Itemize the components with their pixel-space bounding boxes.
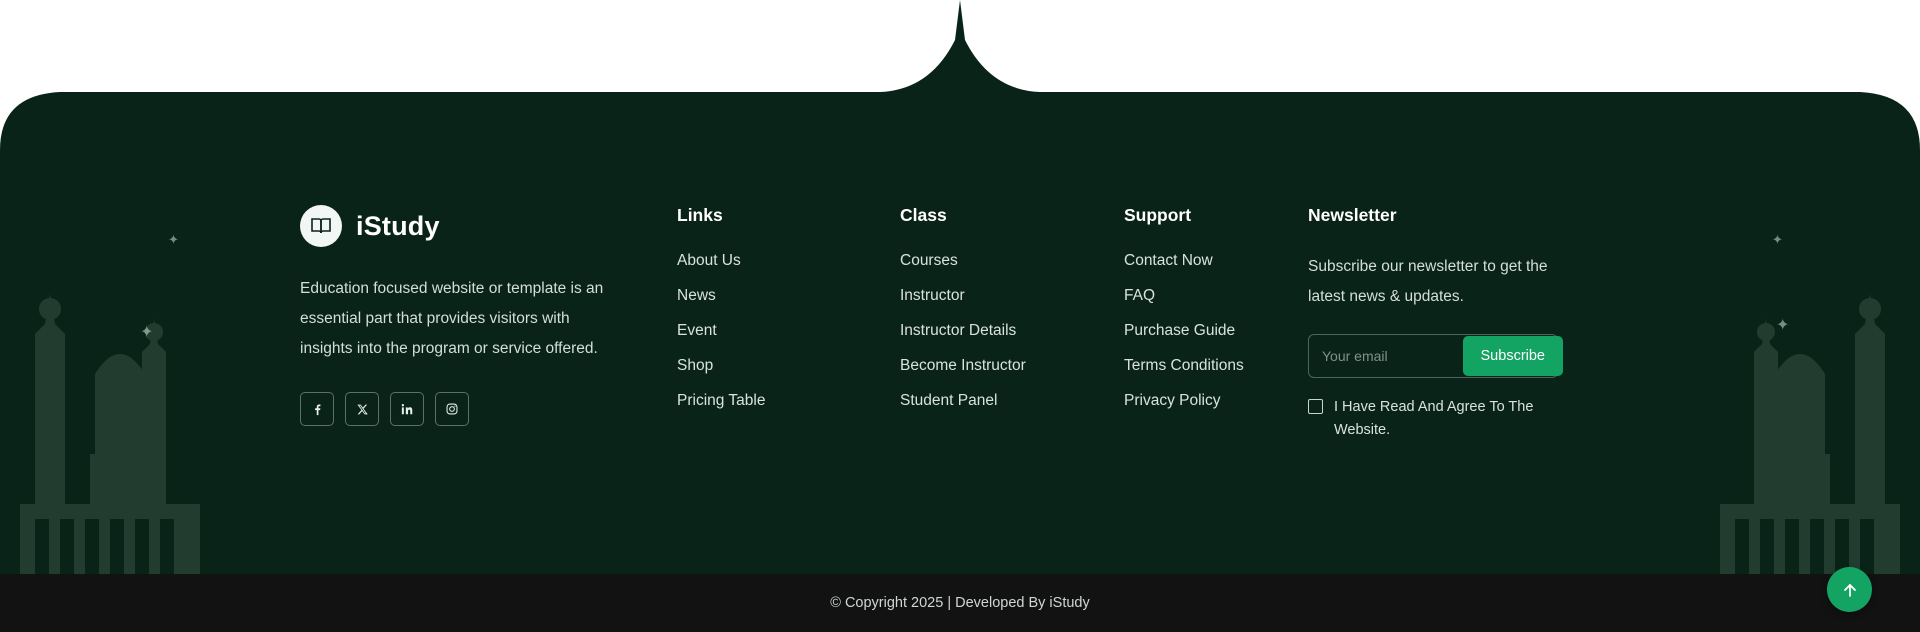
sparkle-icon: ✦ xyxy=(1776,317,1790,334)
list-item xyxy=(677,322,765,340)
list-item xyxy=(1124,322,1244,340)
footer-column-newsletter xyxy=(1308,205,1628,442)
class-list xyxy=(900,252,1026,410)
list-item xyxy=(900,322,1026,340)
agree-label: I Have Read And Agree To The Website. xyxy=(1334,399,1534,438)
list-item xyxy=(1124,287,1244,305)
footer-link-instructor[interactable]: Instructor xyxy=(900,287,965,304)
footer-link-courses[interactable]: Courses xyxy=(900,252,958,269)
sparkle-icon: ✦ xyxy=(168,232,179,247)
agree-checkbox[interactable] xyxy=(1308,399,1323,414)
footer-link-privacy-policy[interactable]: Privacy Policy xyxy=(1124,392,1221,409)
sparkle-icon: ✦ xyxy=(1772,232,1783,247)
linkedin-icon[interactable] xyxy=(390,392,424,426)
footer-link-instructor-details[interactable]: Instructor Details xyxy=(900,322,1017,339)
copyright-text: © Copyright 2025 | Developed By iStudy xyxy=(830,595,1090,611)
footer-link-terms-conditions[interactable]: Terms Conditions xyxy=(1124,357,1244,374)
list-item xyxy=(1124,392,1244,410)
footer-link-purchase-guide[interactable]: Purchase Guide xyxy=(1124,322,1236,339)
arrow-up-icon xyxy=(1840,580,1860,600)
subscribe-button[interactable]: Subscribe xyxy=(1463,336,1563,376)
newsletter-title: Newsletter xyxy=(1308,205,1397,225)
book-icon xyxy=(300,205,342,247)
footer-link-faq[interactable]: FAQ xyxy=(1124,287,1156,304)
newsletter-form xyxy=(1308,334,1558,378)
list-item xyxy=(1124,252,1244,270)
list-item xyxy=(677,392,765,410)
facebook-glyph xyxy=(310,402,325,417)
list-item xyxy=(677,357,765,375)
footer-link-pricing-table[interactable]: Pricing Table xyxy=(677,392,766,409)
footer-bottom-bar xyxy=(0,574,1920,632)
list-item xyxy=(677,287,765,305)
brand-name: iStudy xyxy=(356,210,440,241)
brand-column xyxy=(300,205,620,426)
linkedin-glyph xyxy=(400,402,414,416)
social-links xyxy=(300,392,620,426)
support-list xyxy=(1124,252,1244,410)
footer-link-about-us[interactable]: About Us xyxy=(677,252,741,269)
column-title: Links xyxy=(677,205,723,225)
newsletter-description: Subscribe our newsletter to get the latest news & updates. xyxy=(1308,258,1548,305)
links-list xyxy=(677,252,765,410)
scroll-to-top-button[interactable] xyxy=(1827,567,1872,612)
brand-description: Education focused website or template is an essential part that provides visitors with insights into the program or service offered. xyxy=(300,280,604,357)
sparkle-icon: ✦ xyxy=(140,324,154,341)
footer-link-news[interactable]: News xyxy=(677,287,716,304)
footer-column-class xyxy=(900,205,1026,427)
column-title: Support xyxy=(1124,205,1192,225)
x-twitter-glyph xyxy=(356,403,369,416)
book-glyph xyxy=(309,214,333,238)
instagram-icon[interactable] xyxy=(435,392,469,426)
list-item xyxy=(677,252,765,270)
list-item xyxy=(1124,357,1244,375)
instagram-glyph xyxy=(445,402,459,416)
footer-column-links xyxy=(677,205,765,427)
brand-row[interactable] xyxy=(300,205,620,247)
list-item xyxy=(900,392,1026,410)
footer-link-event[interactable]: Event xyxy=(677,322,717,339)
newsletter-agree-row[interactable] xyxy=(1308,396,1563,442)
list-item xyxy=(900,287,1026,305)
list-item xyxy=(900,252,1026,270)
facebook-icon[interactable] xyxy=(300,392,334,426)
footer-link-shop[interactable]: Shop xyxy=(677,357,714,374)
footer-link-student-panel[interactable]: Student Panel xyxy=(900,392,998,409)
list-item xyxy=(900,357,1026,375)
x-twitter-icon[interactable] xyxy=(345,392,379,426)
footer-link-contact-now[interactable]: Contact Now xyxy=(1124,252,1213,269)
column-title: Class xyxy=(900,205,947,225)
footer-column-support xyxy=(1124,205,1244,427)
footer-link-become-instructor[interactable]: Become Instructor xyxy=(900,357,1026,374)
